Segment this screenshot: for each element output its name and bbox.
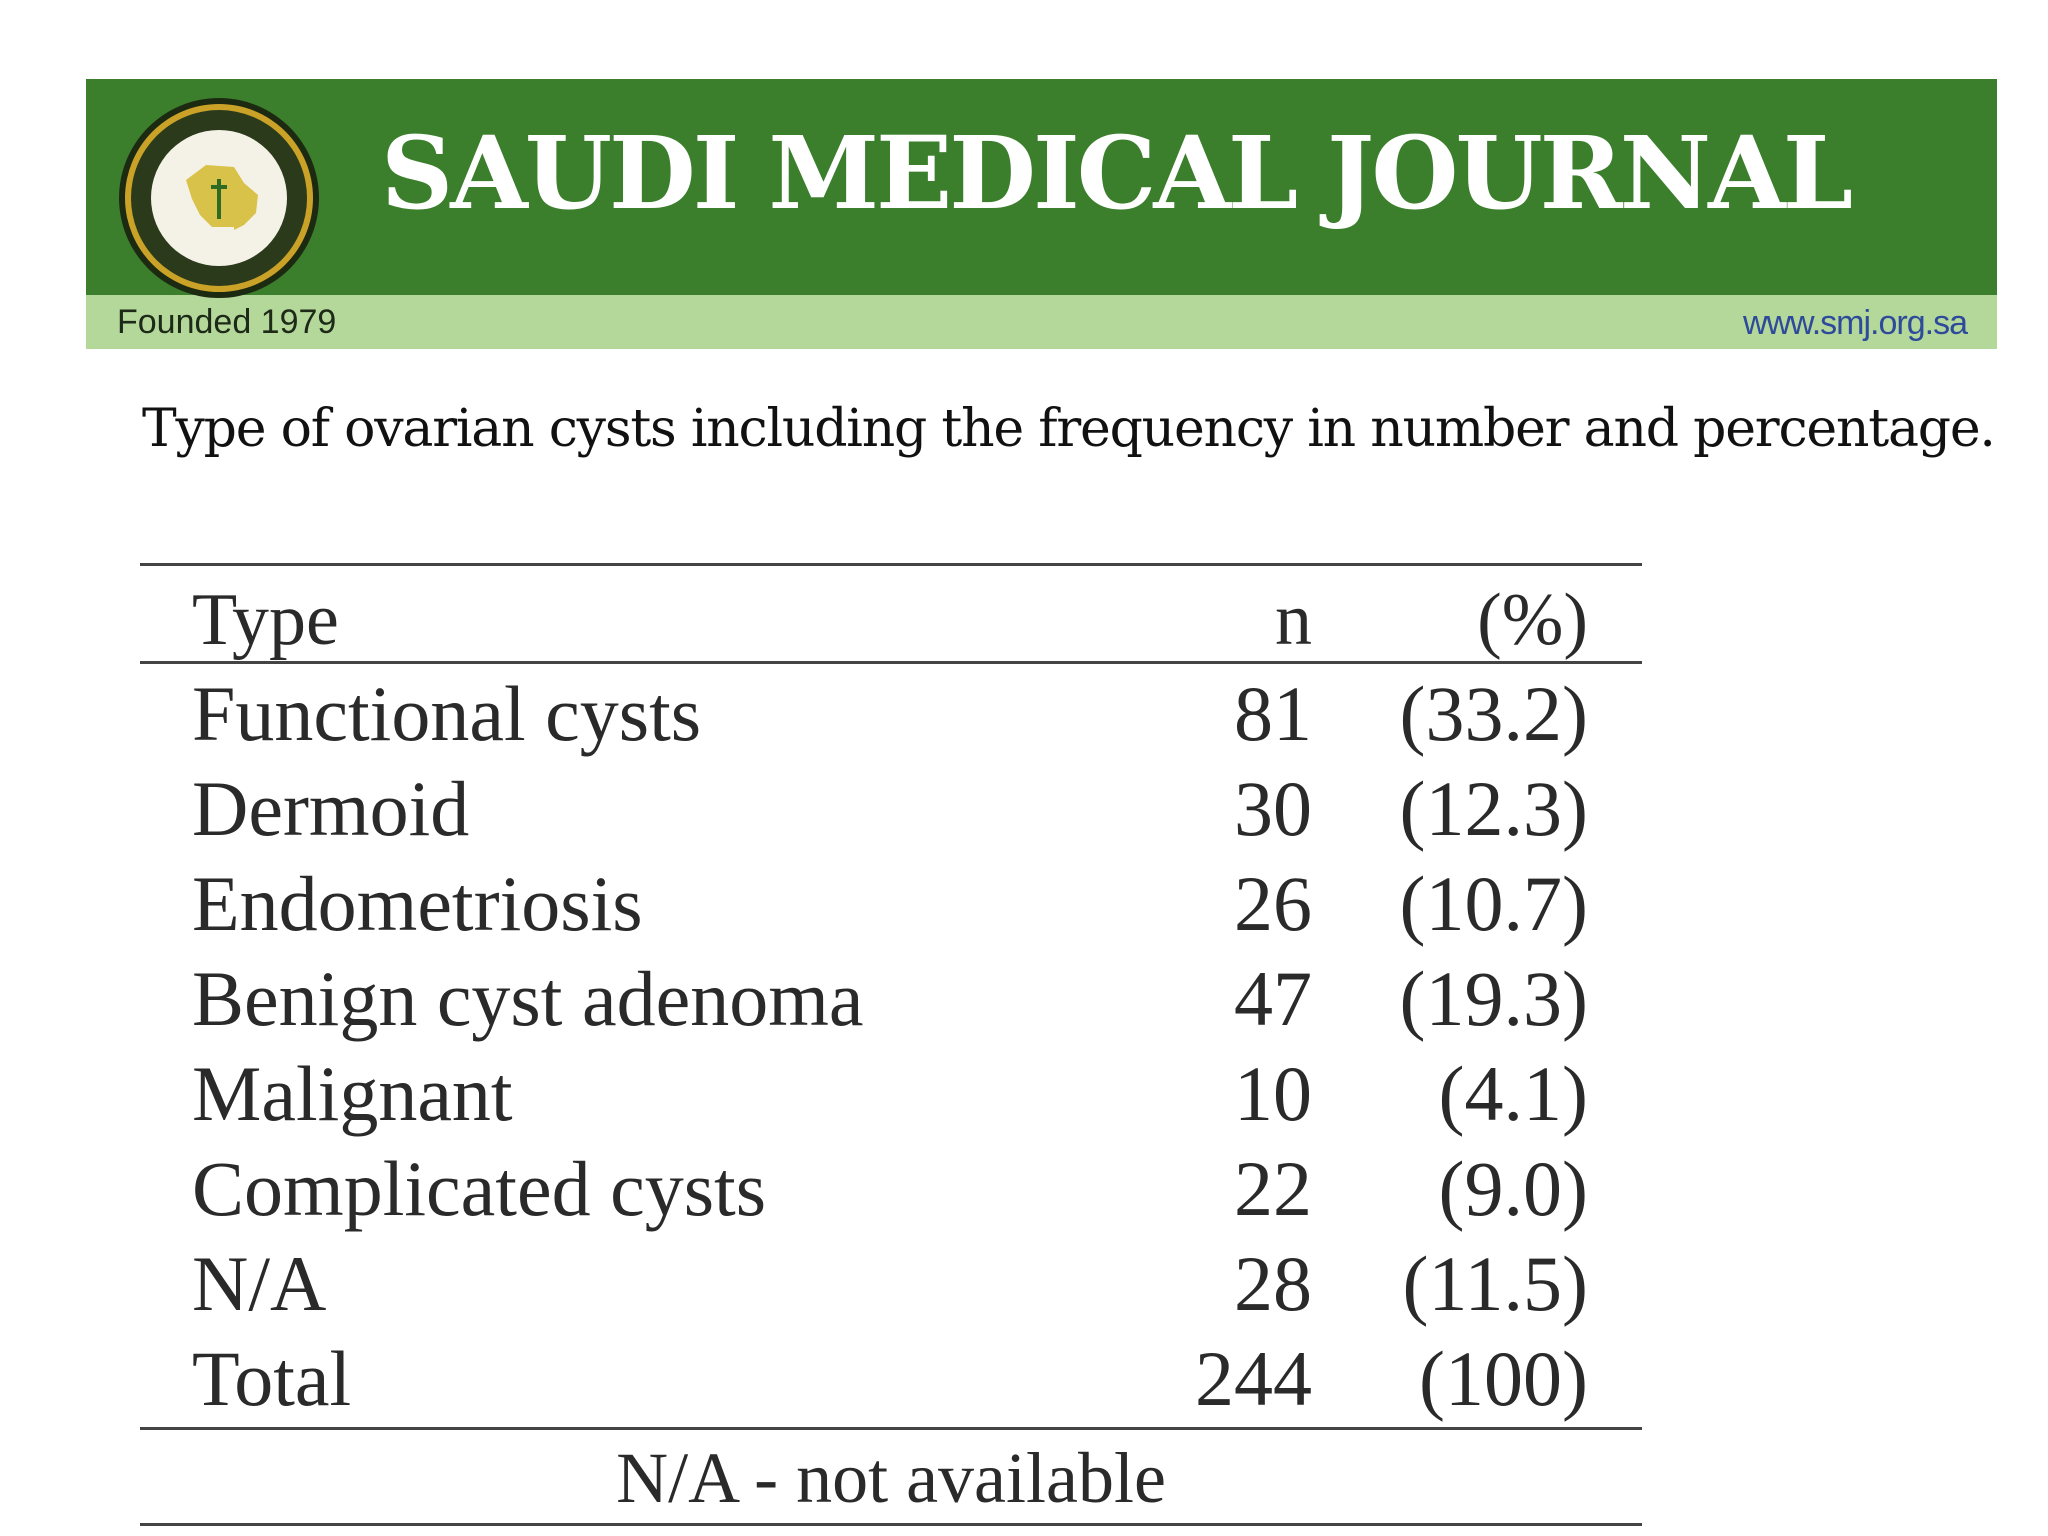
row-n: 81: [1234, 670, 1312, 757]
table-row: [140, 1236, 1642, 1331]
row-type: Benign cyst adenoma: [192, 955, 864, 1042]
row-n: 244: [1195, 1335, 1312, 1422]
table-row: [140, 951, 1642, 1046]
journal-banner: [86, 79, 1997, 349]
row-n: 30: [1234, 765, 1312, 852]
row-percent: (10.7): [1399, 860, 1588, 947]
row-percent: (19.3): [1399, 955, 1588, 1042]
table-footnote: N/A - not available: [616, 1438, 1166, 1518]
table-header-rule: [140, 661, 1642, 664]
footnote-bottom-rule: [140, 1523, 1642, 1526]
row-type: Total: [192, 1335, 352, 1422]
table-header-row: [140, 573, 1642, 668]
row-percent: (12.3): [1399, 765, 1588, 852]
row-type: N/A: [192, 1240, 327, 1327]
row-n: 47: [1234, 955, 1312, 1042]
header-type: Type: [192, 579, 339, 661]
row-n: 26: [1234, 860, 1312, 947]
table-total-row: [140, 1331, 1642, 1426]
banner-info-strip: [86, 295, 1997, 349]
table-bottom-rule: [140, 1427, 1642, 1430]
row-type: Dermoid: [192, 765, 470, 852]
table-caption: Type of ovarian cysts including the frequency in number and percentage.: [142, 399, 1995, 459]
row-type: Complicated cysts: [192, 1145, 767, 1232]
table-row: [140, 856, 1642, 951]
table-row: [140, 1141, 1642, 1236]
row-type: Endometriosis: [192, 860, 643, 947]
journal-logo-seal: [116, 95, 322, 301]
row-n: 28: [1234, 1240, 1312, 1327]
table-row: [140, 666, 1642, 761]
table-row: [140, 761, 1642, 856]
row-percent: (4.1): [1438, 1050, 1588, 1137]
row-percent: (11.5): [1402, 1240, 1588, 1327]
row-n: 22: [1234, 1145, 1312, 1232]
row-type: Malignant: [192, 1050, 513, 1137]
founded-year: Founded 1979: [117, 303, 337, 341]
row-percent: (100): [1419, 1335, 1588, 1422]
header-percent: (%): [1477, 579, 1588, 661]
table-top-rule: [140, 563, 1642, 566]
table-row: [140, 1046, 1642, 1141]
row-percent: (9.0): [1438, 1145, 1588, 1232]
row-type: Functional cysts: [192, 670, 702, 757]
header-n: n: [1275, 579, 1312, 661]
row-n: 10: [1234, 1050, 1312, 1137]
row-percent: (33.2): [1399, 670, 1588, 757]
journal-title: SAUDI MEDICAL JOURNAL: [381, 114, 1851, 232]
website-link[interactable]: www.smj.org.sa: [1742, 304, 1967, 342]
